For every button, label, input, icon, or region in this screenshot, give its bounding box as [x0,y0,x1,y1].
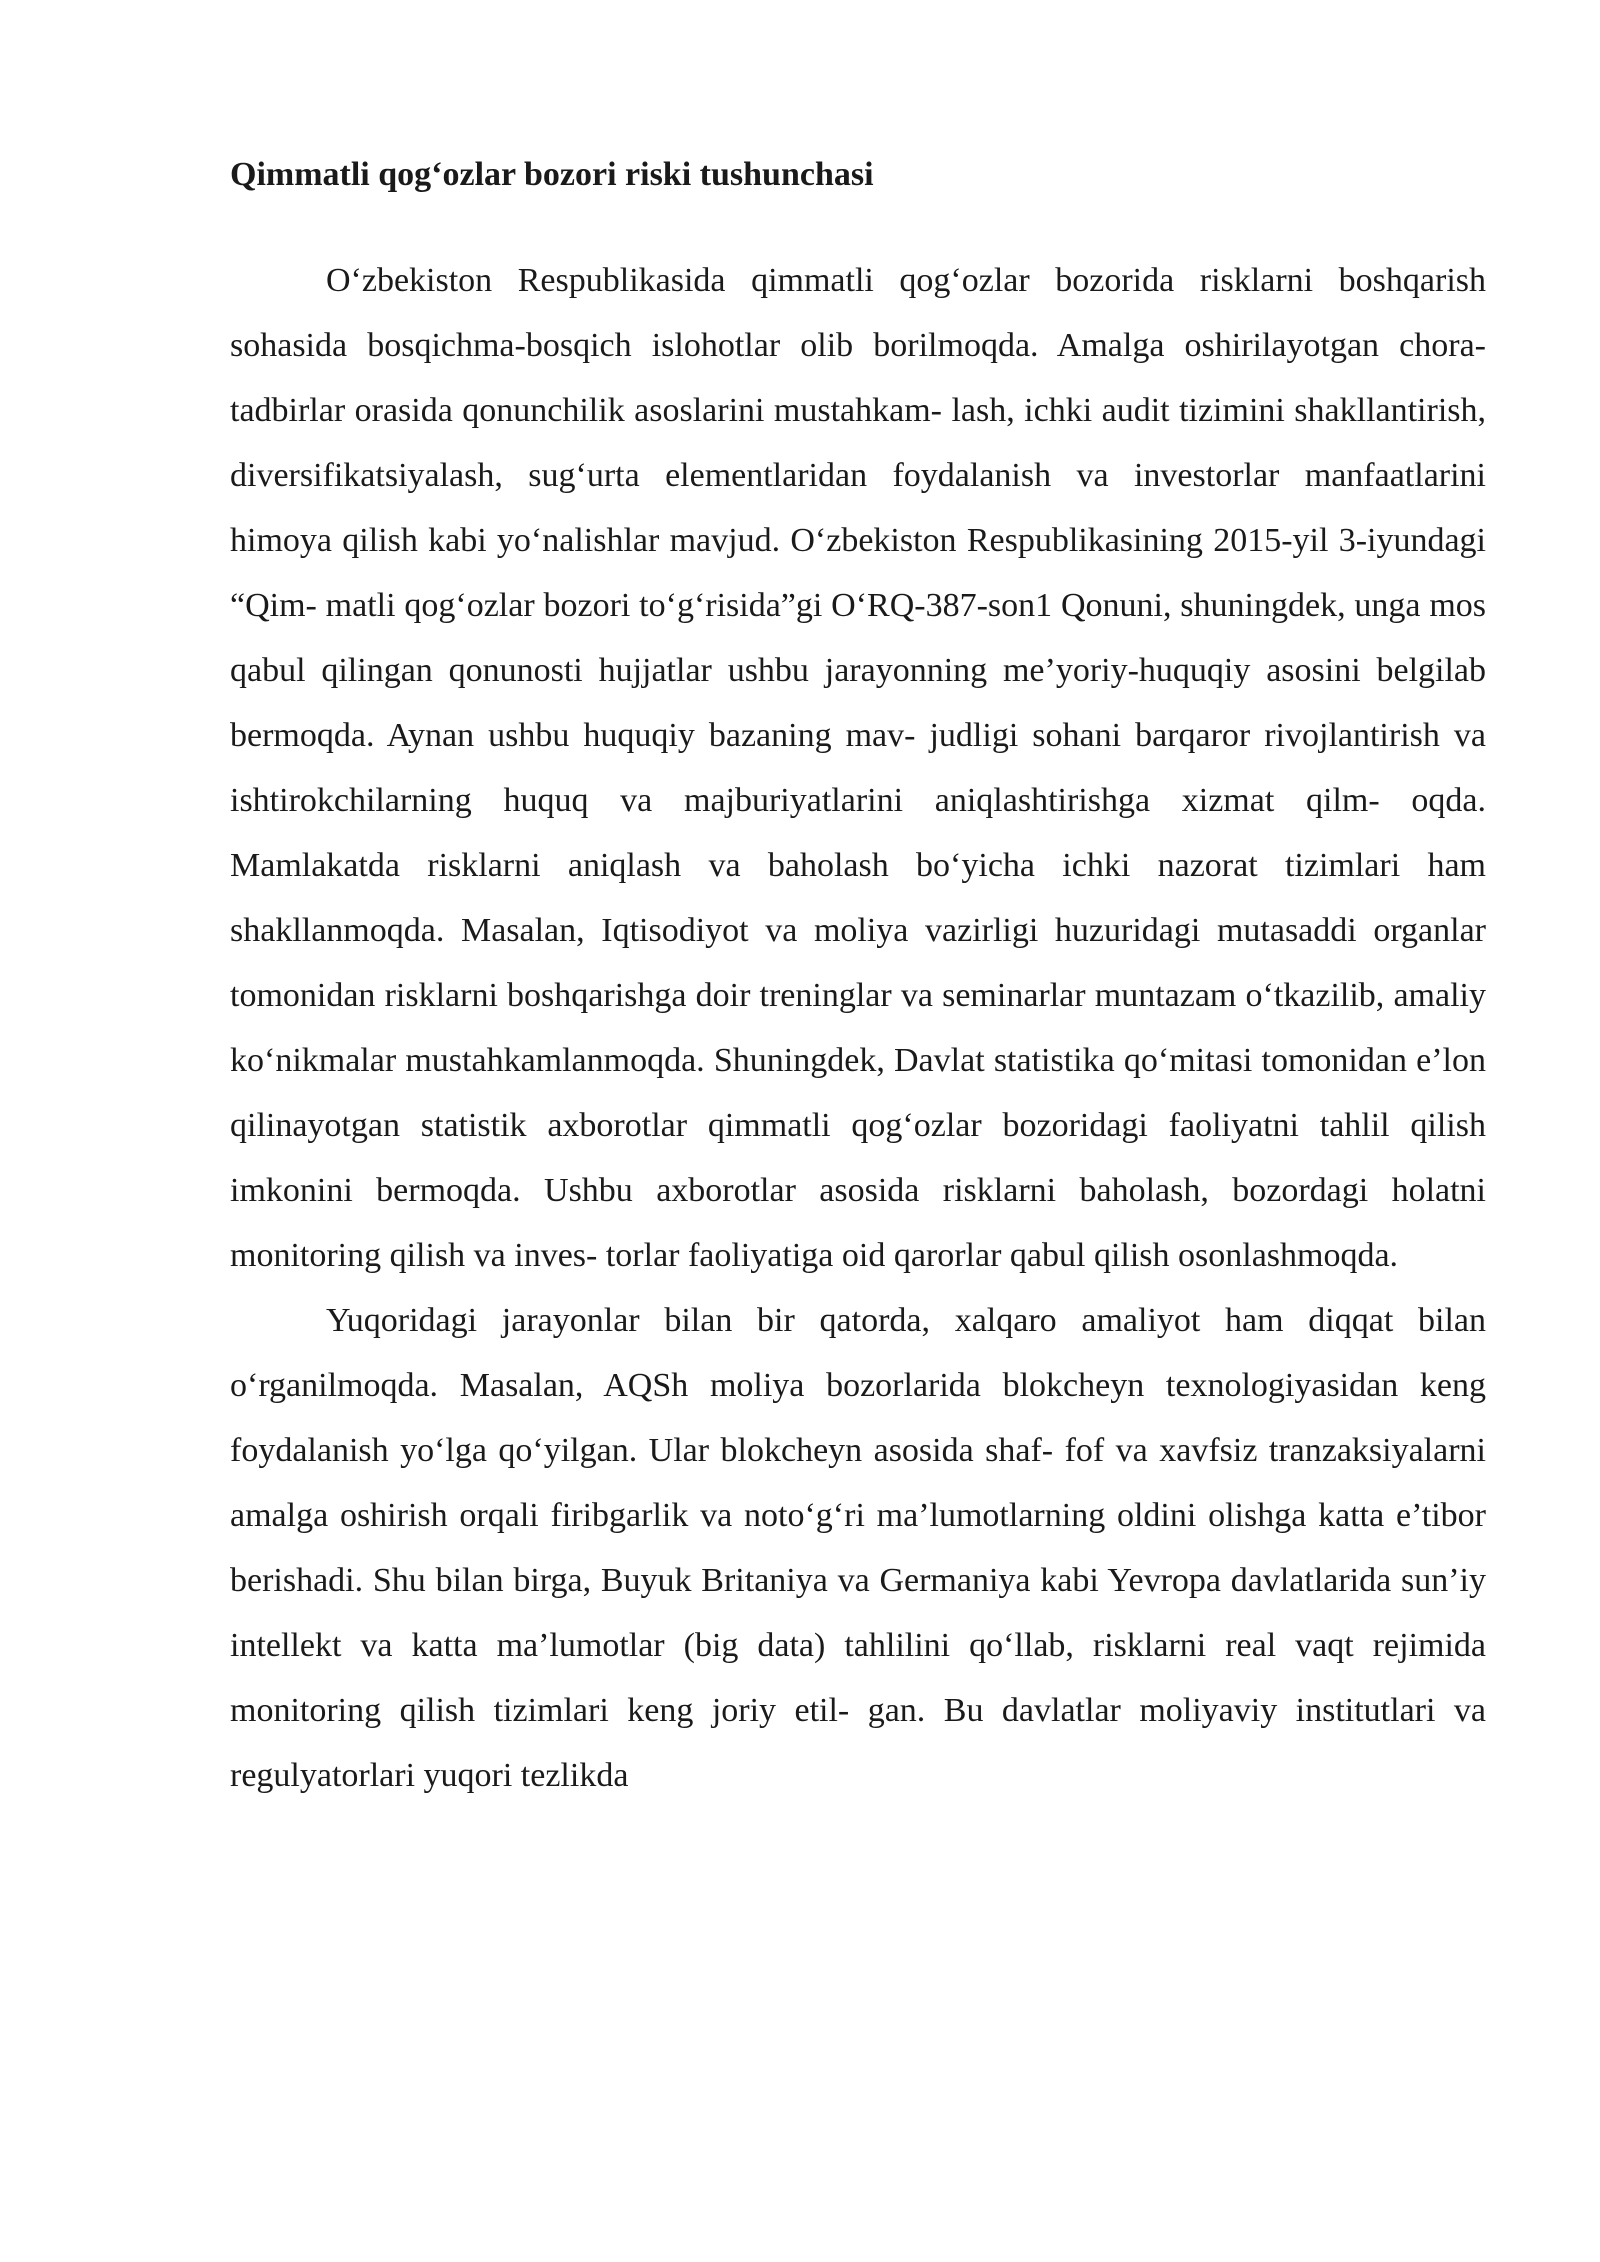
paragraph-2: Yuqoridagi jarayonlar bilan bir qatorda, xalqaro amaliyot ham diqqat bilan o‘rganilmoqda. Masalan, AQSh moliya bozorlarida blokcheyn texnologiyasidan keng foydalanish yo‘lga qo‘yilgan. Ular blokcheyn asosida shaf- fof va xavfsiz tranzaksiyalarni amalga oshirish orqali firibgarlik va noto‘g‘ri ma’lumotlarning oldini olishga katta e’tibor berishadi. Shu bilan birga, Buyuk Britaniya va Germaniya kabi Yevropa davlatlarida sun’iy intellekt va katta ma’lumotlar (big data) tahlilini qo‘llab, risklarni real vaqt rejimida monitoring qilish tizimlari keng joriy etil- gan. Bu davlatlar moliyaviy institutlari va regulyatorlari yuqori tezlikda [230,1302,1486,1794]
document-title: Qimmatli qog‘ozlar bozori riski tushunchasi [230,156,874,193]
document-body [230,148,1486,1808]
paragraph-1: O‘zbekiston Respublikasida qimmatli qog‘ozlar bozorida risklarni boshqarish sohasida bosqichma-bosqich islohotlar olib borilmoqda. Amalga oshirilayotgan chora-tadbirlar orasida qonunchilik asoslarini mustahkam- lash, ichki audit tizimini shakllantirish, diversifikatsiyalash, sug‘urta elementlaridan foydalanish va investorlar manfaatlarini himoya qilish kabi yo‘nalishlar mavjud. O‘zbekiston Respublikasining 2015-yil 3-iyundagi “Qim- matli qog‘ozlar bozori to‘g‘risida”gi O‘RQ-387-son1 Qonuni, shuningdek, unga mos qabul qilingan qonunosti hujjatlar ushbu jarayonning me’yoriy-huquqiy asosini belgilab bermoqda. Aynan ushbu huquqiy bazaning mav- judligi sohani barqaror rivojlantirish va ishtirokchilarning huquq va majburiyatlarini aniqlashtirishga xizmat qilm- oqda. Mamlakatda risklarni aniqlash va baholash bo‘yicha ichki nazorat tizimlari ham shakllanmoqda. Masalan, Iqtisodiyot va moliya vazirligi huzuridagi mutasaddi organlar tomonidan risklarni boshqarishga doir treninglar va seminarlar muntazam o‘tkazilib, amaliy ko‘nikmalar mustahkamlanmoqda. Shuningdek, Davlat statistika qo‘mitasi tomonidan e’lon qilinayotgan statistik axborotlar qimmatli qog‘ozlar bozoridagi faoliyatni tahlil qilish imkonini bermoqda. Ushbu axborotlar asosida risklarni baholash, bozordagi holatni monitoring qilish va inves- torlar faoliyatiga oid qarorlar qabul qilish osonlashmoqda. [230,262,1486,1274]
